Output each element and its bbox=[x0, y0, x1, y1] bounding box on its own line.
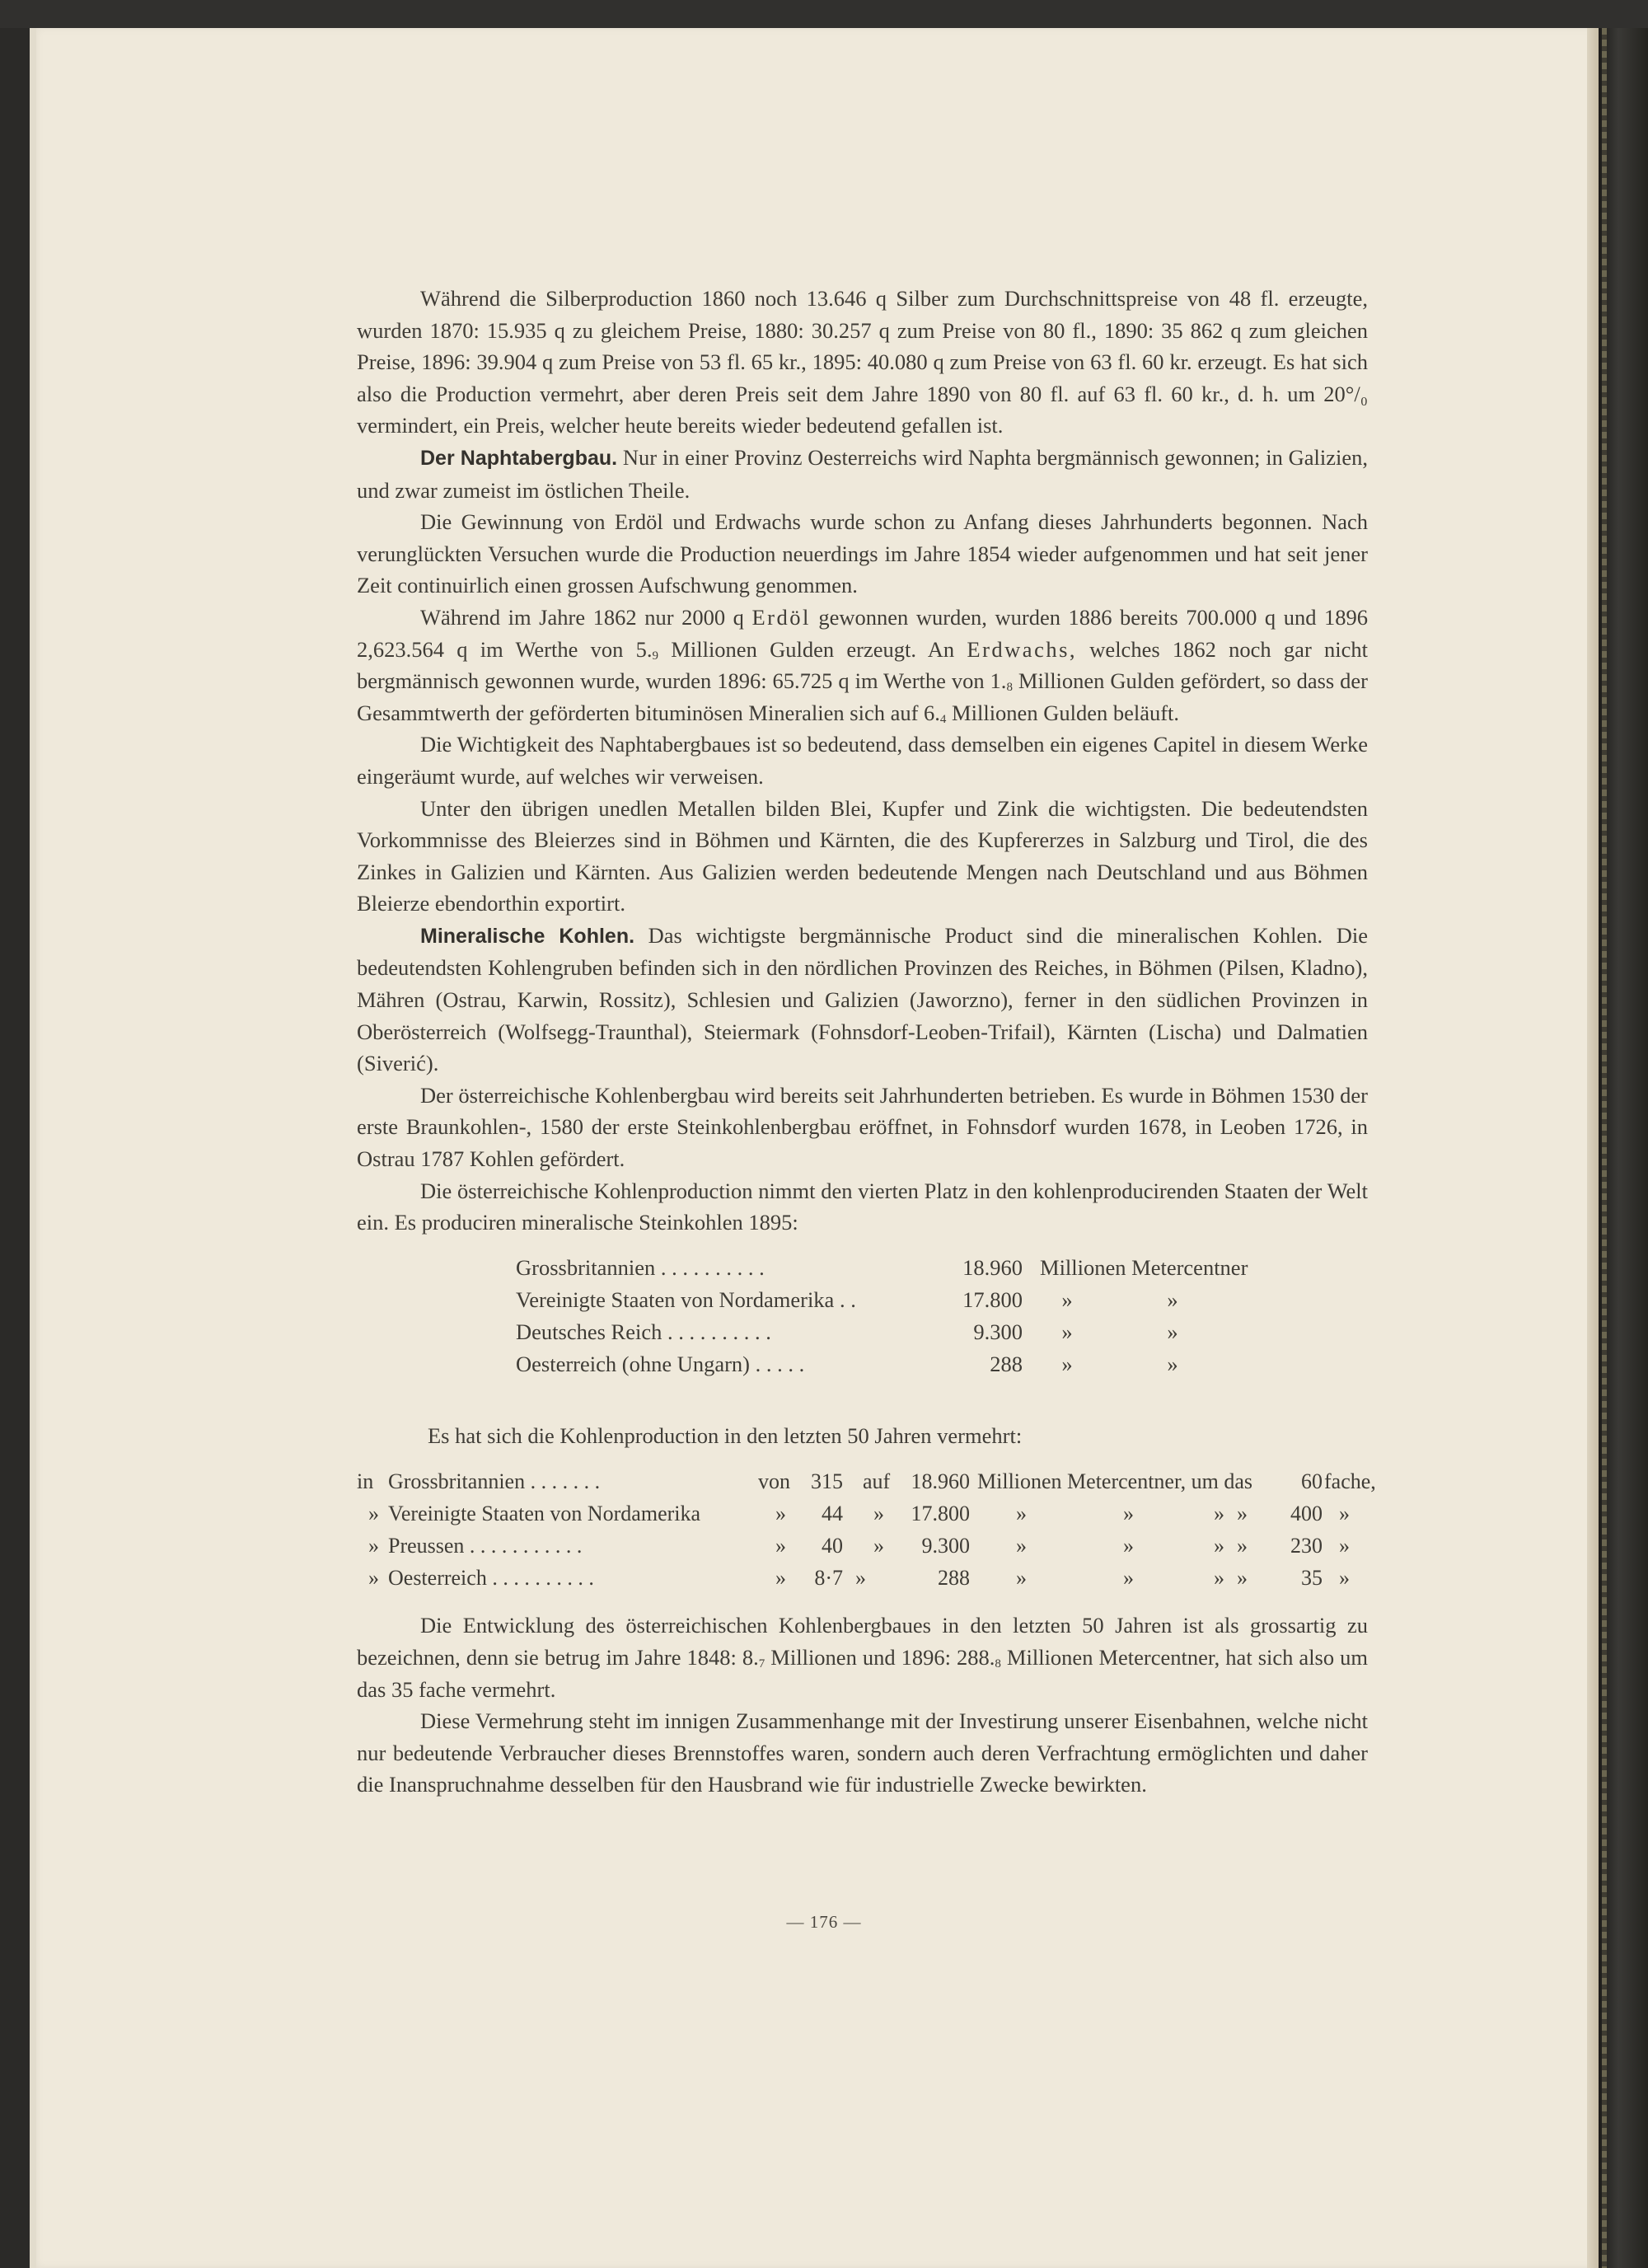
suffix-cell: » bbox=[1339, 1502, 1350, 1526]
subscript-digit: 9 bbox=[652, 649, 659, 663]
subscript-digit: 8 bbox=[995, 1657, 1001, 1671]
von-cell: von bbox=[758, 1469, 790, 1494]
table-row bbox=[357, 1284, 1368, 1316]
page-body bbox=[357, 283, 1376, 1801]
text-run: Millionen Gulden beläuft. bbox=[952, 700, 1180, 725]
ditto-mark: » bbox=[1061, 1351, 1073, 1376]
table-row bbox=[357, 1252, 1368, 1284]
ditto-mark: » bbox=[1237, 1566, 1248, 1591]
table-row bbox=[357, 1466, 1376, 1498]
text-run: Millionen Metercentner, hat sich also um das 35 fache vermehrt. bbox=[357, 1645, 1369, 1702]
von-cell: » bbox=[775, 1502, 786, 1526]
subscript-digit: 4 bbox=[939, 712, 947, 726]
paragraph-coal-history: Der österreichische Kohlenbergbau wird bereits seit Jahrhunderten betrieben. Es wurde in Böhmen 1530 der erste Braunkohlen-, 1580 der erste Steinkohlenbergbau eröffnet, in Fohnsdorf wurden 1678, in Leoben 1726, in Ostrau 1787 Kohlen gefördert. bbox=[357, 1082, 1368, 1172]
paragraph-naphta-text: Nur in einer Provinz Oesterreichs wird Naphta bergmännisch gewonnen; in Galizien, und zwar zumeist im östlichen Theile. bbox=[357, 444, 1368, 503]
auf-cell: » bbox=[855, 1566, 866, 1591]
text-run: welches 1862 noch gar nicht bergmännisch gewonnen wurde, wurden 1896: 65.725 q im Werthe von 1. bbox=[357, 636, 1369, 694]
auf-cell: » bbox=[873, 1534, 884, 1558]
country-cell: Oesterreich (ohne Ungarn) . . . . . bbox=[516, 1351, 805, 1376]
text-run: Millionen Gulden gefördert, so dass der Gesammtwerth der geförderten bituminösen Mineralien sich auf 6. bbox=[357, 668, 1369, 725]
value-cell: 17.800 bbox=[962, 1286, 1023, 1312]
ditto-mark: » bbox=[1061, 1286, 1073, 1312]
from-cell: 40 bbox=[822, 1534, 843, 1558]
suffix-cell: » bbox=[1339, 1534, 1350, 1558]
paragraph-erdoel-production bbox=[357, 602, 1368, 729]
ditto-mark: » bbox=[1016, 1502, 1027, 1526]
country-cell: Grossbritannien . . . . . . . bbox=[388, 1469, 601, 1494]
country-cell: Deutsches Reich . . . . . . . . . . bbox=[516, 1319, 771, 1344]
from-cell: 8·7 bbox=[814, 1566, 843, 1591]
text-run: Millionen und 1896: 288. bbox=[770, 1645, 995, 1670]
paragraph-coal-text: Das wichtigste bergmännische Product sind die mineralischen Kohlen. Die bedeutendsten Kohlengruben befinden sich in den nördlichen Provinzen des Reiches, in Böhmen (Pilsen, Kladno), Mähren (Ostrau, Karwin, Rossitz), Schlesien und Galizien (Jaworzno), ferner in den südlichen Provinzen in Oberösterreich (Wolfsegg-Traunthal), Steiermark (Fohnsdorf-Leoben-Trifail), Kärnten (Lischa) und Dalmatien (Siverić). bbox=[357, 922, 1369, 1076]
prefix-cell: » bbox=[368, 1502, 379, 1526]
value-cell: 18.960 bbox=[962, 1254, 1023, 1280]
text-run: Millionen Gulden erzeugt. An bbox=[671, 636, 955, 662]
spaced-term-erdoel: Erdöl bbox=[751, 604, 811, 630]
ditto-mark: » bbox=[1214, 1502, 1224, 1526]
von-cell: » bbox=[775, 1566, 786, 1591]
text-run: Die Entwicklung des österreichischen Kohlenbergbaues in den letzten 50 Jahren ist als grossartig zu bezeichnen, denn sie betrug im Jahre 1848: 8. bbox=[357, 1613, 1368, 1670]
von-cell: » bbox=[775, 1534, 786, 1558]
ditto-mark: » bbox=[1016, 1566, 1027, 1591]
ditto-mark: » bbox=[1167, 1319, 1178, 1344]
to-cell: 288 bbox=[938, 1566, 970, 1591]
ditto-mark: » bbox=[1167, 1286, 1178, 1312]
paragraph-naphta-intro bbox=[357, 442, 1368, 506]
paragraph-coal-development bbox=[357, 1610, 1368, 1705]
auf-cell: auf bbox=[863, 1469, 891, 1494]
ditto-mark: » bbox=[1123, 1534, 1134, 1558]
to-cell: 9.300 bbox=[921, 1534, 970, 1558]
spaced-term-erdwachs: Erdwachs, bbox=[967, 636, 1078, 662]
text-run: Während im Jahre 1862 nur 2000 q bbox=[420, 604, 744, 630]
paragraph-silver: Während die Silberproduction 1860 noch 13.646 q Silber zum Durchschnittspreise von 48 fl. erzeugte, wurden 1870: 15.935 q zu gleichem Preise, 1880: 30.257 q zum Preise von 80 fl., 1890: 35 862 q zum gleichen Preise, 1896: 39.904 q zum Preise von 53 fl. 65 kr., 1895: 40.080 q zum Preise von 63 fl. 60 kr. erzeugt. Es hat sich also die Production vermehrt, aber deren Preis seit dem Jahre 1890 von 80 fl. auf 63 fl. 60 kr., d. h. um 20°/₀ vermindert, ein Preis, welcher heute bereits wieder bedeutend gefallen ist. bbox=[357, 286, 1368, 438]
factor-cell: 400 bbox=[1290, 1502, 1323, 1526]
ditto-mark: » bbox=[1214, 1566, 1224, 1591]
ditto-mark: » bbox=[1123, 1502, 1134, 1526]
ditto-mark: » bbox=[1237, 1534, 1248, 1558]
factor-cell: 60 bbox=[1301, 1469, 1323, 1494]
heading-naphtabergbau: Der Naphtabergbau. bbox=[420, 446, 618, 470]
paragraph-railway-investment: Diese Vermehrung steht im innigen Zusammenhange mit der Investirung unserer Eisenbahnen, welche nicht nur bedeutende Verbraucher dieses Brennstoffes waren, sondern auch deren Verfrachtung ermöglichten und daher die Inanspruchnahme desselben für den Hausbrand wie für industrielle Zwecke bewirkten. bbox=[357, 1708, 1368, 1797]
country-cell: Preussen . . . . . . . . . . . bbox=[388, 1534, 583, 1558]
table-row bbox=[357, 1530, 1368, 1563]
ditto-mark: » bbox=[1214, 1534, 1224, 1558]
value-cell: 9.300 bbox=[973, 1319, 1023, 1344]
ditto-mark: » bbox=[1237, 1502, 1248, 1526]
to-cell: 17.800 bbox=[911, 1502, 970, 1526]
factor-cell: 230 bbox=[1290, 1534, 1323, 1558]
prefix-cell: » bbox=[368, 1566, 379, 1591]
subscript-digit: 7 bbox=[758, 1657, 765, 1671]
paragraph-growth-lead: Es hat sich die Kohlenproduction in den letzten 50 Jahren vermehrt: bbox=[428, 1422, 1023, 1448]
subscript-digit: 8 bbox=[1006, 681, 1013, 695]
table-row bbox=[357, 1348, 1368, 1380]
table-row bbox=[357, 1563, 1368, 1595]
paragraph-coal-intro bbox=[357, 920, 1368, 1080]
paragraph-coal-ranking: Die österreichische Kohlenproduction nimmt den vierten Platz in den kohlenproducirenden Staaten der Welt ein. Es produciren mineralische Steinkohlen 1895: bbox=[357, 1178, 1368, 1235]
paragraph-other-metals: Unter den übrigen unedlen Metallen bilden Blei, Kupfer und Zink die wichtigsten. Die bedeutendsten Vorkommnisse des Bleierzes sind in Böhmen und Kärnten, die des Kupfererzes in Salzburg und Tirol, die des Zinkes in Galizien und Kärnten. Aus Galizien werden bedeutende Mengen nach Deutschland und aus Böhmen Bleierze ebendorthin exportirt. bbox=[357, 795, 1368, 916]
country-cell: Vereinigte Staaten von Nordamerika . . bbox=[516, 1286, 856, 1312]
auf-cell: » bbox=[873, 1502, 884, 1526]
from-cell: 44 bbox=[822, 1502, 843, 1526]
suffix-cell: » bbox=[1339, 1566, 1350, 1591]
table-growth-50-years bbox=[357, 1466, 1376, 1596]
prefix-cell: » bbox=[368, 1534, 379, 1558]
unit-cell: Millionen Metercentner bbox=[1040, 1254, 1248, 1280]
country-cell: Grossbritannien . . . . . . . . . . bbox=[516, 1254, 765, 1280]
ditto-mark: » bbox=[1061, 1319, 1073, 1344]
unit-cell: Millionen Metercentner, um das bbox=[977, 1469, 1252, 1494]
from-cell: 315 bbox=[811, 1469, 843, 1494]
table-row bbox=[357, 1316, 1368, 1348]
heading-mineralische-kohlen: Mineralische Kohlen. bbox=[420, 924, 635, 948]
country-cell: Oesterreich . . . . . . . . . . bbox=[388, 1566, 594, 1591]
table-production-1895 bbox=[357, 1252, 1368, 1412]
ditto-mark: » bbox=[1016, 1534, 1027, 1558]
page-number: — 176 — bbox=[786, 1912, 862, 1932]
suffix-cell: fache, bbox=[1324, 1469, 1376, 1494]
paragraph-naphta-importance: Die Wichtigkeit des Naphtabergbaues ist so bedeutend, dass demselben ein eigenes Capitel in diesem Werke eingeräumt wurde, auf welches wir verweisen. bbox=[357, 732, 1368, 789]
country-cell: Vereinigte Staaten von Nordamerika bbox=[388, 1502, 701, 1526]
ditto-mark: » bbox=[1167, 1351, 1178, 1376]
table-row bbox=[357, 1498, 1368, 1530]
value-cell: 288 bbox=[990, 1351, 1023, 1376]
to-cell: 18.960 bbox=[911, 1469, 970, 1494]
text-run: gewonnen wurden, wurden 1886 bereits 700.000 q und 1896 2,623.564 q im Werthe von 5. bbox=[357, 604, 1369, 662]
factor-cell: 35 bbox=[1301, 1566, 1323, 1591]
paragraph-erdoel-history: Die Gewinnung von Erdöl und Erdwachs wurde schon zu Anfang dieses Jahrhunderts begonnen. Nach verunglückten Versuchen wurde die Production neuerdings im Jahre 1854 wieder aufgenommen und hat seit jener Zeit continuirlich einen grossen Aufschwung genommen. bbox=[357, 509, 1368, 598]
scan-top-band bbox=[0, 0, 1648, 28]
ditto-mark: » bbox=[1123, 1566, 1134, 1591]
prefix-cell: in bbox=[357, 1469, 374, 1494]
